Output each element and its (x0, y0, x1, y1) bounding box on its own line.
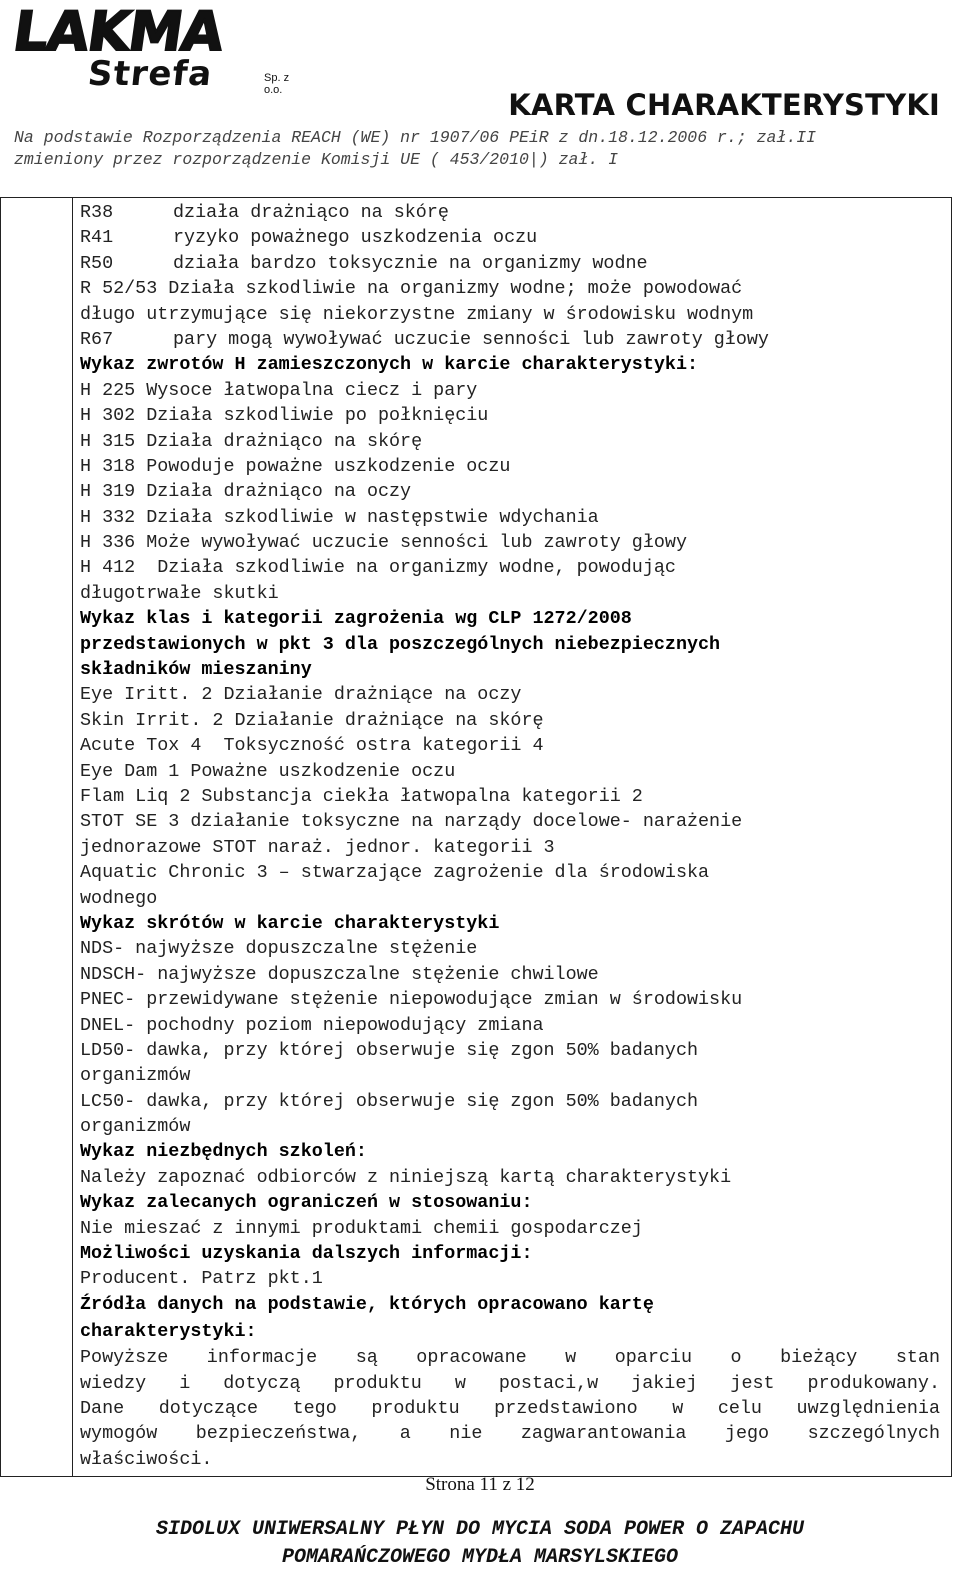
h-phrase-line: długotrwałe skutki (80, 582, 279, 604)
abbreviation-line: DNEL- pochodny poziom niepowodujący zmiana (80, 1014, 544, 1036)
clp-item-line: wodnego (80, 887, 158, 909)
clp-item-line: Flam Liq 2 Substancja ciekła łatwopalna kategorii 2 (80, 785, 643, 807)
product-name-line-2: POMARAŃCZOWEGO MYDŁA MARSYLSKIEGO (281, 1546, 679, 1569)
sources-text-line: Powyższe informacje są opracowane w oparciu o bieżący stan (80, 1347, 940, 1369)
sources-text-line: Dane dotyczące tego produktu przedstawiono w celu uwzględnienia (80, 1397, 940, 1419)
r-phrase-r52-line1: R 52/53 Działa szkodliwie na organizmy wodne; może powodować (80, 278, 743, 300)
h-phrase-line: H 315 Działa drażniąco na skórę (80, 430, 423, 452)
r-phrase-r52-line2: długo utrzymujące się niekorzystne zmiany w środowisku wodnym (80, 303, 754, 325)
clp-heading-line: przedstawionych w pkt 3 dla poszczególnych niebezpiecznych (80, 633, 721, 655)
regulation-line-2: zmieniony przez rozporządzenie Komisji UE ( 453/2010|) zał. I (14, 150, 618, 169)
sources-text-line: wymogów bezpieczeństwa, a nie zagwarantowania jego szczególnych (80, 1423, 940, 1445)
sources-text-line: właściwości. (80, 1448, 213, 1470)
product-name-line-1: SIDOLUX UNIWERSALNY PŁYN DO MYCIA SODA POWER O ZAPACHU (155, 1518, 805, 1541)
regulation-line-1: Na podstawie Rozporządzenia REACH (WE) nr 1907/06 PEiR z dn.18.12.2006 r.; zał.II (14, 128, 817, 147)
abbreviation-line: NDS- najwyższe dopuszczalne stężenie (80, 938, 478, 960)
clp-item-line: Acute Tox 4 Toksyczność ostra kategorii 4 (80, 735, 544, 757)
clp-heading-line: składników mieszaniny (80, 659, 312, 681)
r-phrase-line: R41 ryzyko poważnego uszkodzenia oczu (80, 227, 538, 249)
logo-word: LAKMA (9, 0, 228, 63)
abbreviation-line: organizmów (80, 1065, 191, 1087)
clp-item-line: jednorazowe STOT naraż. jednor. kategorii 3 (80, 836, 555, 858)
abbreviation-line: LC50- dawka, przy której obserwuje się zgon 50% badanych (80, 1090, 699, 1112)
abbreviation-line: NDSCH- najwyższe dopuszczalne stężenie chwilowe (80, 963, 599, 985)
frame-column-divider (72, 197, 73, 1477)
section-16-content (80, 197, 940, 1472)
r-phrase-line: R67 pary mogą wywoływać uczucie senności lub zawroty głowy (80, 328, 769, 350)
clp-heading-line: Wykaz klas i kategorii zagrożenia wg CLP 1272/2008 (80, 608, 632, 630)
restrictions-text: Nie mieszać z innymi produktami chemii gospodarczej (80, 1217, 643, 1239)
clp-item-line: Aquatic Chronic 3 – stwarzające zagrożenie dla środowiska (80, 862, 710, 884)
company-logo (8, 0, 308, 96)
logo-top (8, 0, 308, 63)
logo-subword: Strefa (85, 54, 215, 94)
clp-item-line: Skin Irrit. 2 Działanie drażniące na skórę (80, 709, 544, 731)
logo-suffix: Sp. z o.o. (264, 72, 290, 96)
sources-text-line: wiedzy i dotyczą produktu w postaci,w jakiej jest produkowany. (80, 1372, 940, 1394)
restrictions-heading: Wykaz zalecanych ograniczeń w stosowaniu: (80, 1192, 533, 1214)
sources-heading-line: charakterystyki: (80, 1321, 257, 1343)
abbreviation-line: PNEC- przewidywane stężenie niepowodujące zmian w środowisku (80, 989, 743, 1011)
h-phrase-line: H 302 Działa szkodliwie po połknięciu (80, 405, 489, 427)
clp-item-line: STOT SE 3 działanie toksyczne na narządy docelowe- narażenie (80, 811, 743, 833)
abbreviation-line: LD50- dawka, przy której obserwuje się zgon 50% badanych (80, 1039, 699, 1061)
clp-item-line: Eye Iritt. 2 Działanie drażniące na oczy (80, 684, 522, 706)
info-heading: Możliwości uzyskania dalszych informacji: (80, 1243, 533, 1265)
h-phrase-line: H 319 Działa drażniąco na oczy (80, 481, 412, 503)
h-phrase-line: H 332 Działa szkodliwie w następstwie wdychania (80, 506, 599, 528)
abbreviation-line: organizmów (80, 1116, 191, 1138)
h-phrase-line: H 318 Powoduje poważne uszkodzenie oczu (80, 455, 511, 477)
page-number: Strona 11 z 12 (425, 1474, 535, 1495)
clp-item-line: Eye Dam 1 Poważne uszkodzenie oczu (80, 760, 456, 782)
h-phrase-line: H 225 Wysoce łatwopalna ciecz i pary (80, 379, 478, 401)
r-phrase-line: R38 działa drażniąco na skórę (80, 202, 449, 223)
h-phrase-line: H 336 Może wywoływać uczucie senności lub zawroty głowy (80, 532, 687, 554)
info-text: Producent. Patrz pkt.1 (80, 1268, 323, 1290)
sources-heading-line: Źródła danych na podstawie, których opracowano kartę (80, 1293, 654, 1315)
h-phrases-heading: Wykaz zwrotów H zamieszczonych w karcie charakterystyki: (80, 354, 699, 376)
h-phrase-line: H 412 Działa szkodliwie na organizmy wodne, powodując (80, 557, 676, 579)
document-title: KARTA CHARAKTERYSTYKI (508, 88, 940, 122)
training-heading: Wykaz niezbędnych szkoleń: (80, 1141, 367, 1163)
r-phrase-line: R50 działa bardzo toksycznie na organizmy wodne (80, 252, 648, 274)
training-text: Należy zapoznać odbiorców z niniejszą kartą charakterystyki (80, 1166, 732, 1188)
abbreviations-heading: Wykaz skrótów w karcie charakterystyki (80, 912, 500, 934)
